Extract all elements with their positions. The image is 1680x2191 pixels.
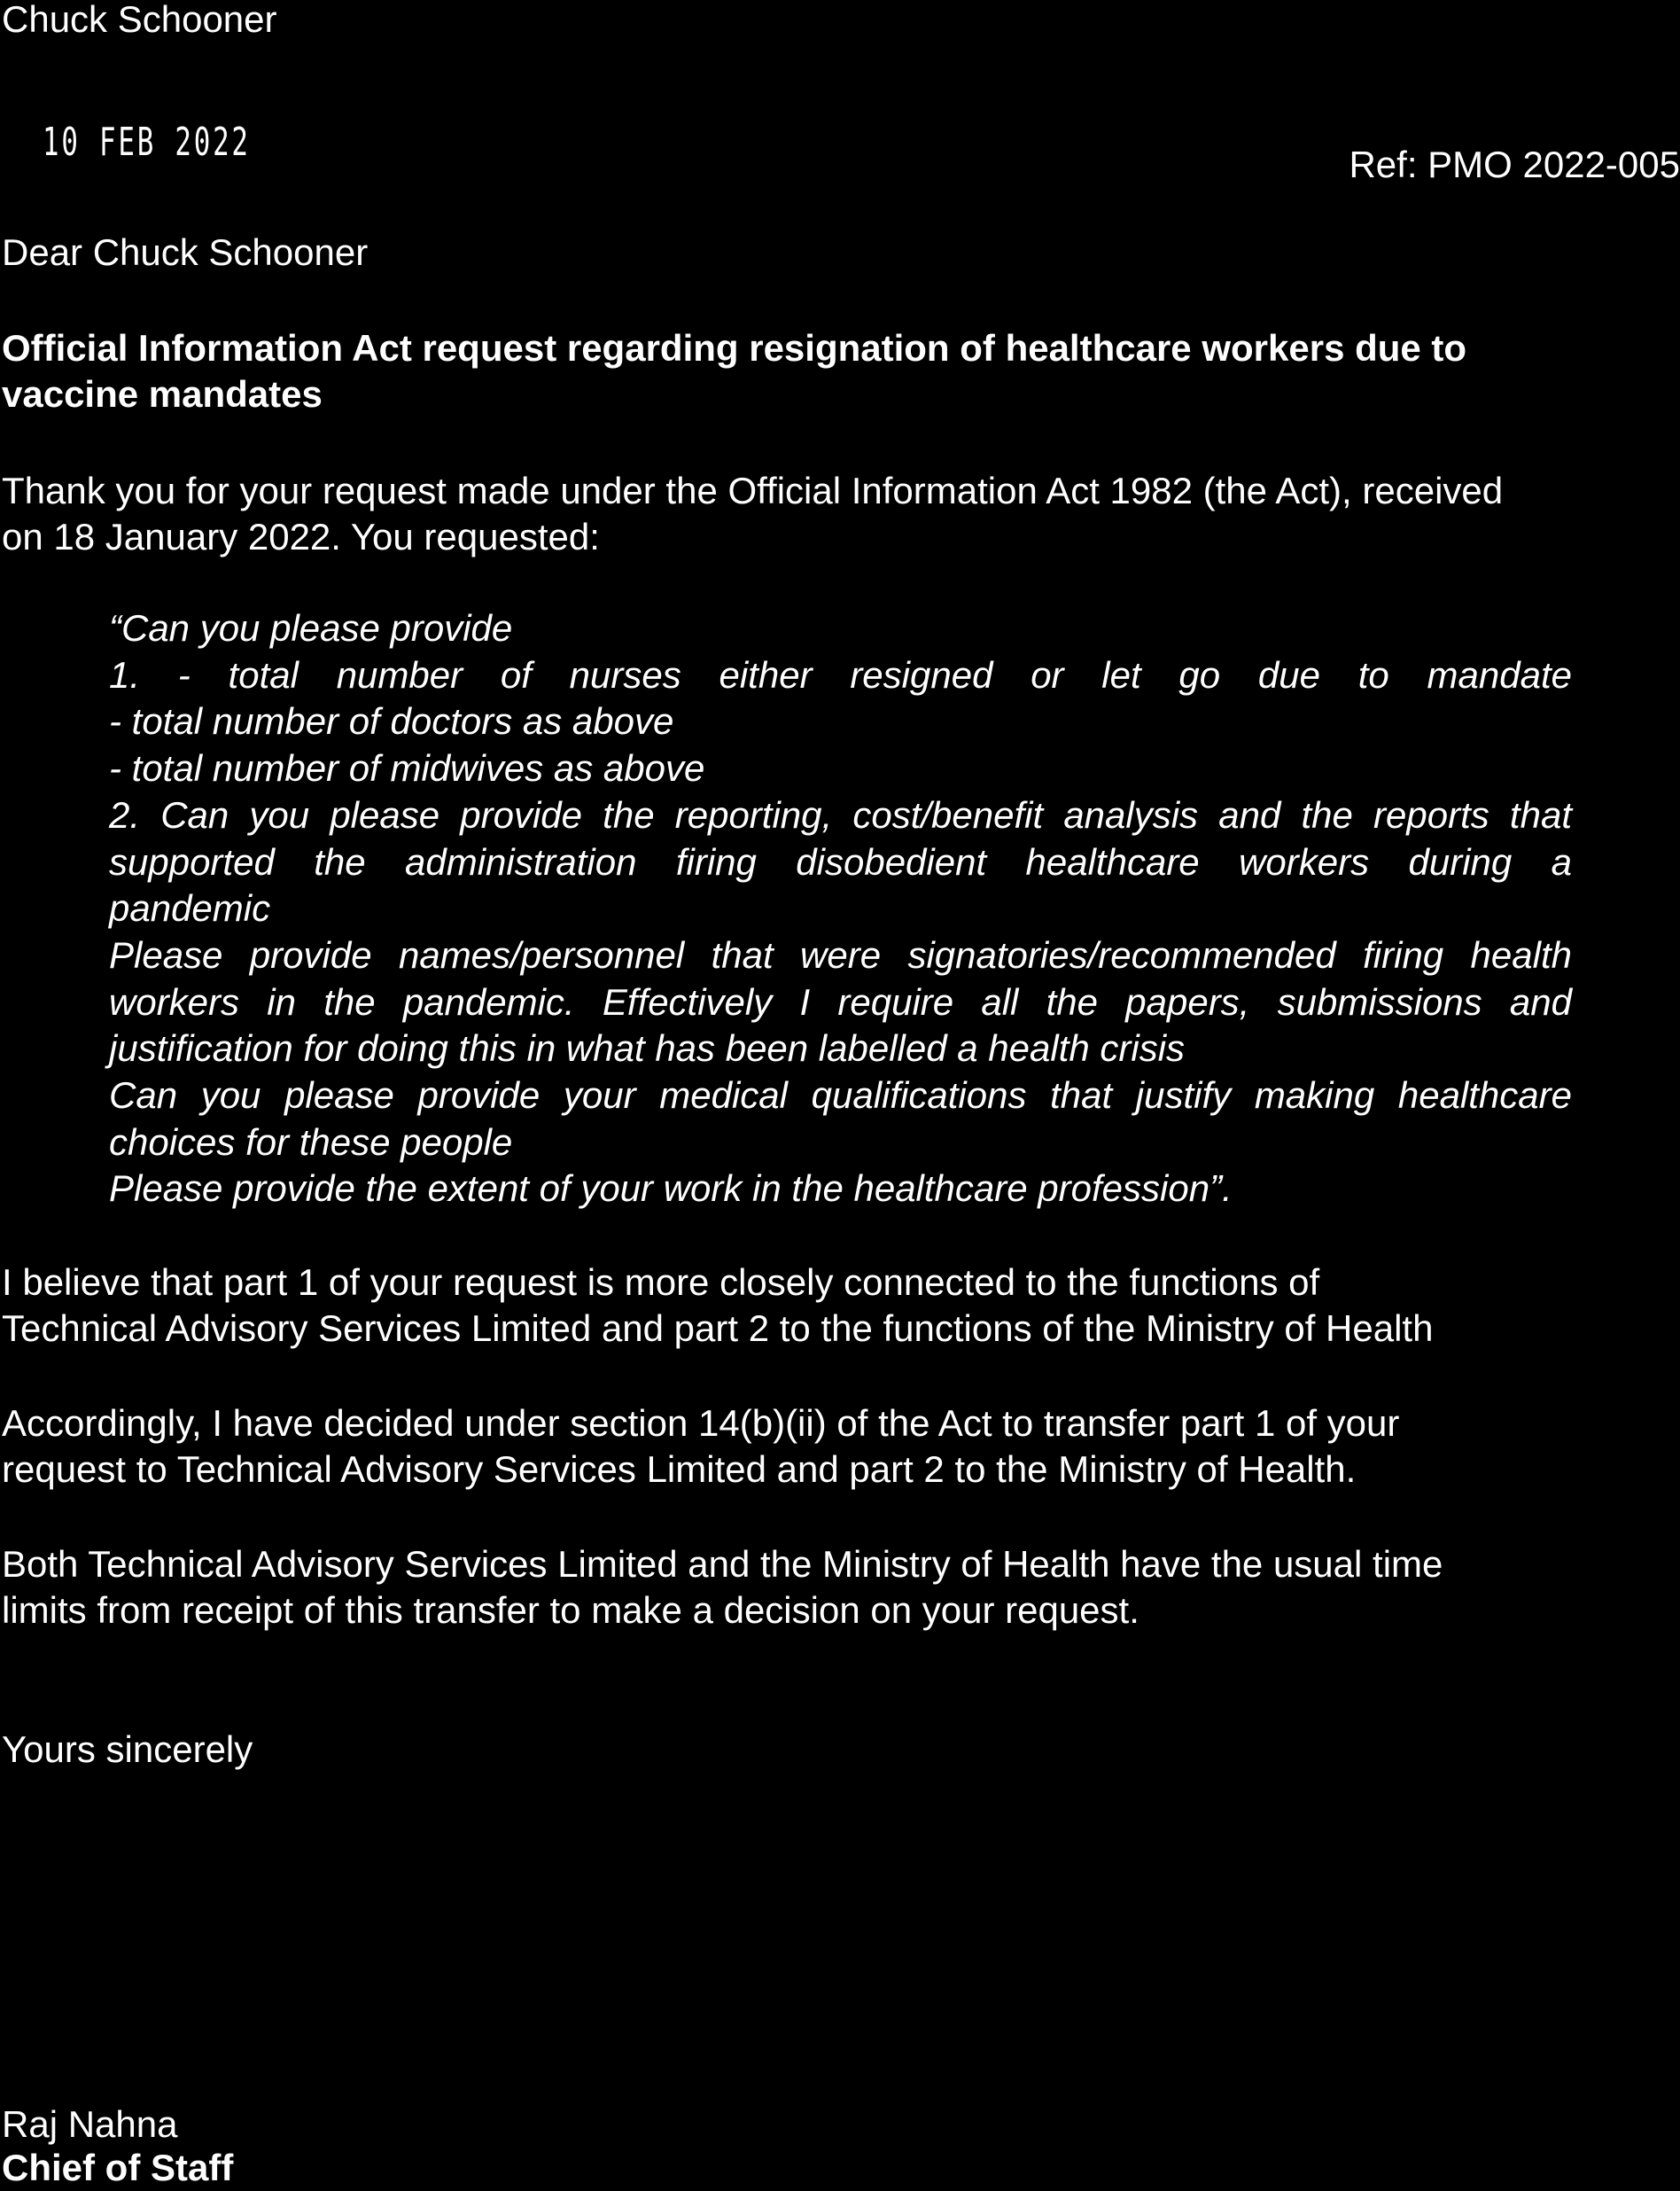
quote-line: Please provide the extent of your work in the healthcare profession”. <box>109 1167 1233 1210</box>
quote-line: pandemic <box>109 887 271 930</box>
decision-paragraph <box>2 1400 1399 1493</box>
signatory-title: Chief of Staff <box>2 2147 234 2188</box>
recipient-name: Chuck Schooner <box>2 0 277 40</box>
paragraph-line: request to Technical Advisory Services Limited and part 2 to the Ministry of Health. <box>2 1448 1357 1490</box>
quoted-request <box>109 605 1572 1212</box>
reference-number: Ref: PMO 2022-005 <box>1349 144 1680 185</box>
closing: Yours sincerely <box>2 1728 253 1770</box>
quote-line: 2. Can you please provide the reporting, cost/benefit analysis and the reports that <box>109 793 1572 836</box>
belief-paragraph <box>2 1259 1433 1352</box>
quote-line: justification for doing this in what has been labelled a health crisis <box>109 1027 1186 1070</box>
quote-line: - total number of midwives as above <box>109 747 705 790</box>
paragraph-line: Accordingly, I have decided under section 14(b)(ii) of the Act to transfer part 1 of your <box>2 1402 1400 1444</box>
paragraph-line: limits from receipt of this transfer to make a decision on your request. <box>2 1589 1139 1631</box>
quote-line: supported the administration firing disobedient healthcare workers during a <box>109 840 1572 883</box>
quote-line: Can you please provide your medical qualifications that justify making healthcare <box>109 1074 1572 1117</box>
quote-line: - total number of doctors as above <box>109 700 674 743</box>
quote-line: 1. - total number of nurses either resigned or let go due to mandate <box>109 653 1572 696</box>
quote-line: workers in the pandemic. Effectively I require all the papers, submissions and <box>109 980 1572 1023</box>
time-limit-paragraph <box>2 1541 1443 1634</box>
paragraph-line: Both Technical Advisory Services Limited and the Ministry of Health have the usual time <box>2 1543 1443 1585</box>
paragraph-line: on 18 January 2022. You requested: <box>2 516 600 557</box>
signatory-name: Raj Nahna <box>2 2103 178 2145</box>
salutation: Dear Chuck Schooner <box>2 231 369 273</box>
subject-heading <box>2 325 1466 417</box>
date-stamp: 10 FEB 2022 <box>43 120 251 165</box>
subject-line: Official Information Act request regarding resignation of healthcare workers due to <box>2 327 1467 369</box>
quote-line: “Can you please provide <box>109 607 513 649</box>
paragraph-line: Technical Advisory Services Limited and part 2 to the functions of the Ministry of Health <box>2 1307 1434 1349</box>
paragraph-line: Thank you for your request made under the Official Information Act 1982 (the Act), received <box>2 470 1504 511</box>
intro-paragraph <box>2 468 1503 560</box>
quote-line: choices for these people <box>109 1120 513 1163</box>
subject-line: vaccine mandates <box>2 373 323 415</box>
paragraph-line: I believe that part 1 of your request is more closely connected to the functions of <box>2 1261 1320 1303</box>
quote-line: Please provide names/personnel that were signatories/recommended firing health <box>109 933 1572 976</box>
